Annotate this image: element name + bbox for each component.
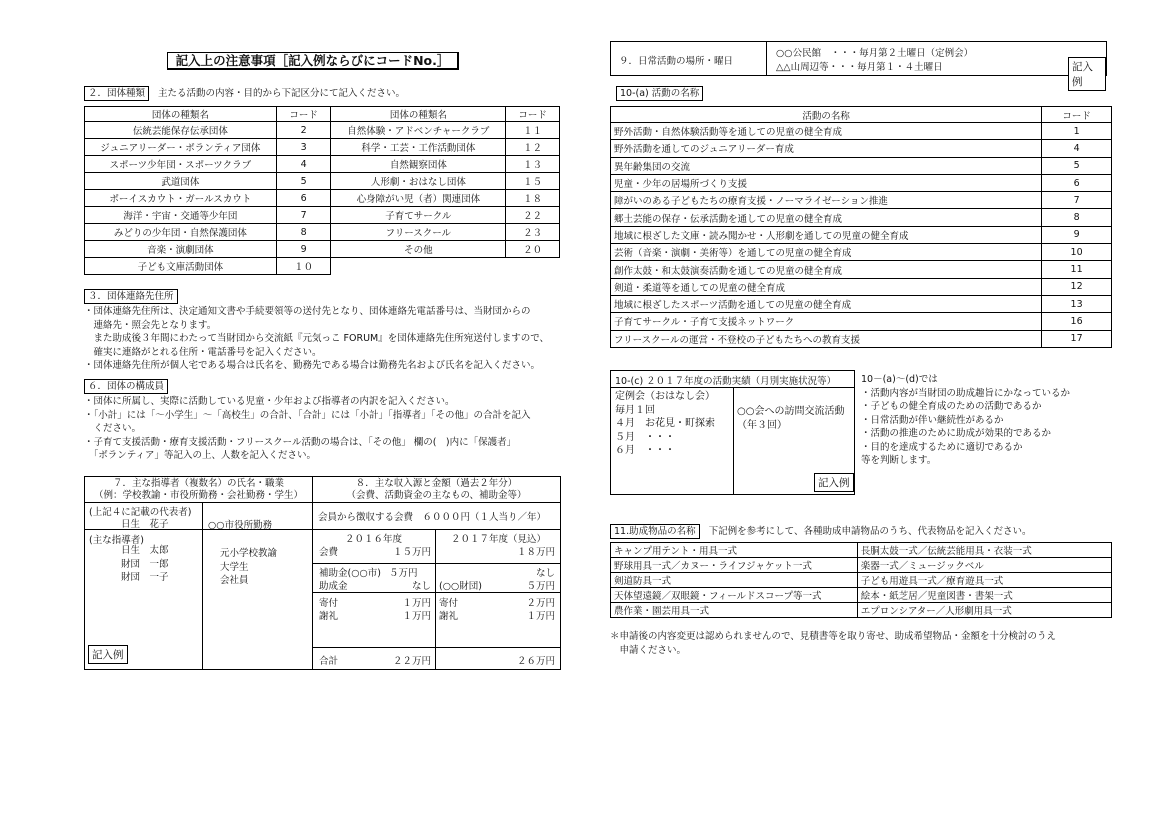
activity-code: 16 bbox=[1042, 313, 1112, 330]
table-cell: １５ bbox=[506, 173, 560, 190]
table-cell: ジュニアリーダー・ボランティア団体 bbox=[85, 139, 277, 156]
kaihi-2: １８万円 bbox=[516, 547, 555, 558]
activity-name-table bbox=[610, 106, 1112, 348]
s6-heading: ６．団体の構成員 bbox=[84, 379, 168, 394]
table-cell: 5 bbox=[276, 173, 331, 190]
activity-code: 6 bbox=[1042, 174, 1112, 191]
table-row bbox=[85, 139, 560, 156]
josei-right-label: (○○財団) bbox=[439, 581, 482, 592]
s10d-notes bbox=[861, 373, 1070, 468]
leader-job: 大学生 bbox=[220, 561, 249, 573]
table-row bbox=[85, 173, 560, 190]
table-cell: １０ bbox=[276, 258, 331, 275]
goods-item: エプロンシアター／人形劇用具一式 bbox=[857, 603, 1111, 618]
s11-footnote-1: ＊申請後の内容変更は認められませんので、見積書等を取り寄せ、助成希望物品・金額を十分検討のうえ bbox=[610, 631, 1057, 642]
activity-code: 7 bbox=[1042, 192, 1112, 209]
table-cell: １８ bbox=[506, 190, 560, 207]
activity-name: 創作太鼓・和太鼓演奏活動を通しての児童の健全育成 bbox=[611, 261, 1042, 278]
goods-item: キャンプ用テント・用具一式 bbox=[611, 543, 858, 558]
table-row bbox=[85, 122, 560, 139]
table-cell bbox=[331, 258, 506, 275]
s10d-line: ・子どもの健全育成のための活動であるか bbox=[861, 401, 1042, 412]
table-cell: 子育てサークル bbox=[331, 207, 506, 224]
s3-line: ・団体連絡先住所は、決定通知文書や手続要領等の送付先となり、団体連絡先電話番号は、当財団からの bbox=[84, 306, 531, 317]
rep-job: ○○市役所勤務 bbox=[208, 520, 273, 531]
s7-header-1: ７．主な指導者（複数名）の氏名・職業 bbox=[112, 478, 284, 489]
s3-section bbox=[84, 289, 549, 373]
table-cell: 4 bbox=[276, 156, 331, 173]
activity-code: 12 bbox=[1042, 278, 1112, 295]
s10c-right-line: （年３回） bbox=[737, 419, 787, 431]
s9-label: ９．日常活動の場所・曜日 bbox=[619, 56, 734, 67]
s6-section bbox=[84, 379, 531, 463]
table-cell: １３ bbox=[506, 156, 560, 173]
s9-line-1: ○○公民館 ・・・毎月第２土曜日（定例会） bbox=[776, 48, 974, 59]
table-cell: 伝統芸能保存伝承団体 bbox=[85, 122, 277, 139]
table-cell: 音楽・演劇団体 bbox=[85, 241, 277, 258]
goods-item: 農作業・園芸用具一式 bbox=[611, 603, 858, 618]
goods-item: 剣道防具一式 bbox=[611, 573, 858, 588]
col-header: 団体の種類名 bbox=[331, 107, 506, 122]
s11-footnote-2: 申請ください。 bbox=[610, 645, 687, 656]
table-row bbox=[611, 543, 1112, 558]
s11-heading: 11.助成物品の名称 bbox=[610, 524, 700, 539]
goods-item: 野球用具一式／カヌー・ライフジャケット一式 bbox=[611, 558, 858, 573]
s2-note: 主たる活動の内容・目的から下記区分にて記入ください。 bbox=[158, 88, 406, 99]
table-cell: ２２ bbox=[506, 207, 560, 224]
fee-text: 会員から徴収する会費 ６０００円（１人当り／年） bbox=[318, 512, 547, 523]
table-cell: フリースクール bbox=[331, 224, 506, 241]
activity-name: 芸術（音楽・演劇・美術等）を通しての児童の健全育成 bbox=[611, 244, 1042, 261]
table-cell: 6 bbox=[276, 190, 331, 207]
leader-name: 財団 一郎 bbox=[121, 558, 169, 570]
table-row bbox=[85, 258, 560, 275]
kifu-2: ２万円 bbox=[526, 598, 555, 609]
leader-name: 財団 一子 bbox=[121, 572, 169, 583]
kifu-2-label: 寄付 bbox=[439, 598, 459, 609]
table-row bbox=[611, 174, 1112, 191]
s6-line: ・団体に所属し、実際に活動している児童・少年および指導者の内訳を記入ください。 bbox=[84, 396, 455, 407]
col-header: 団体の種類名 bbox=[85, 107, 277, 122]
table-row bbox=[85, 156, 560, 173]
sharei-2-label: 謝礼 bbox=[439, 611, 459, 622]
rep-name: 日生 花子 bbox=[121, 519, 169, 530]
s11-heading-row bbox=[610, 523, 1031, 539]
table-row bbox=[611, 244, 1112, 261]
s11-note: 下記例を参考にして、各種助成申請物品のうち、代表物品を記入ください。 bbox=[708, 526, 1032, 537]
total-1: ２２万円 bbox=[392, 656, 431, 667]
hojo-right: なし bbox=[535, 568, 555, 579]
s10c-left-line: 定例会（おはなし会） bbox=[615, 391, 715, 402]
page-title: 記入上の注意事項［記入例ならびにコードNo.］ bbox=[167, 52, 459, 70]
table-cell: ２０ bbox=[506, 241, 560, 258]
table-row bbox=[611, 573, 1112, 588]
activity-code: 17 bbox=[1042, 330, 1112, 347]
table-cell: 海洋・宇宙・交通等少年団 bbox=[85, 207, 277, 224]
table-cell: 8 bbox=[276, 224, 331, 241]
total-2: ２６万円 bbox=[516, 656, 555, 667]
table-row bbox=[85, 190, 560, 207]
table-cell: 2 bbox=[276, 122, 331, 139]
s8-header-2: （会費、活動資金の主なもの、補助金等） bbox=[346, 490, 527, 501]
activity-name: 郷土芸能の保存・伝承活動を通しての児童の健全育成 bbox=[611, 209, 1042, 226]
rep-label: (上記４に記載の代表者) bbox=[89, 507, 192, 518]
kifu-label: 寄付 bbox=[319, 598, 339, 609]
s6-line: ・子育て支援活動・療育支援活動・フリースクール活動の場合は、「その他」 欄の( )内に「保護者」 bbox=[84, 436, 517, 448]
table-cell: 科学・工芸・工作活動団体 bbox=[331, 139, 506, 156]
table-row bbox=[611, 192, 1112, 209]
table-cell: 武道団体 bbox=[85, 173, 277, 190]
goods-item: 子ども用遊具一式／療育遊具一式 bbox=[857, 573, 1111, 588]
s9-line-2: △△山周辺等・・・毎月第１・４土曜日 bbox=[776, 62, 943, 73]
col-header: コード bbox=[506, 107, 560, 122]
josei-left: なし bbox=[411, 581, 431, 592]
activity-name: 野外活動を通してのジュニアリーダー育成 bbox=[611, 140, 1042, 157]
table-cell bbox=[506, 258, 560, 275]
activity-name: 地域に根ざしたスポーツ活動を通しての児童の健全育成 bbox=[611, 295, 1042, 312]
col-header: コード bbox=[276, 107, 331, 122]
kifu-1: １万円 bbox=[402, 598, 431, 609]
leader-name: 日生 太郎 bbox=[121, 545, 169, 556]
s10d-line: ・活動内容が当財団の助成趣旨にかなっているか bbox=[861, 387, 1071, 399]
activity-code: 13 bbox=[1042, 295, 1112, 312]
col-header: 活動の名称 bbox=[611, 107, 1042, 123]
table-cell: 自然観察団体 bbox=[331, 156, 506, 173]
s6-line: ・「小計」には「～小学生」～「高校生」の合計、「合計」には「小計」「指導者」「その他」の合計を記入 bbox=[84, 409, 531, 421]
table-cell: 心身障がい児（者）関連団体 bbox=[331, 190, 506, 207]
table-cell: １１ bbox=[506, 122, 560, 139]
kaihi-label: 会費 bbox=[319, 547, 339, 558]
table-row bbox=[611, 278, 1112, 295]
s3-line: また助成後３年間にわたって当財団から交流紙『元気っこ FORUM』を団体連絡先住所宛送付しますので、 bbox=[84, 333, 550, 344]
josei-right-val: ５万円 bbox=[526, 581, 555, 592]
hojo-val: ５万円 bbox=[389, 568, 418, 579]
year-1: ２０１６年度 bbox=[345, 534, 403, 545]
table-row bbox=[85, 224, 560, 241]
activity-code: 9 bbox=[1042, 226, 1112, 243]
s10c-left-line: 毎月１回 bbox=[615, 404, 655, 416]
goods-item: 天体望遠鏡／双眼鏡・フィールドスコープ等一式 bbox=[611, 588, 858, 603]
goods-table bbox=[610, 542, 1112, 618]
s10d-line: 等を判断します。 bbox=[861, 455, 937, 466]
goods-item: 絵本・紙芝居／児童図書・書架一式 bbox=[857, 588, 1111, 603]
s10c-sample-tag: 記入例 bbox=[814, 473, 854, 492]
s3-line: 連絡先・照会先となります。 bbox=[84, 319, 217, 331]
table-cell: その他 bbox=[331, 241, 506, 258]
activity-code: 10 bbox=[1042, 244, 1112, 261]
s7-s8-box bbox=[84, 476, 561, 670]
table-cell: 9 bbox=[276, 241, 331, 258]
activity-code: 11 bbox=[1042, 261, 1112, 278]
activity-name: 児童・少年の居場所づくり支援 bbox=[611, 174, 1042, 191]
table-row bbox=[611, 588, 1112, 603]
table-cell: １２ bbox=[506, 139, 560, 156]
s3-heading: ３．団体連絡先住所 bbox=[84, 289, 178, 304]
table-cell: みどりの少年団・自然保護団体 bbox=[85, 224, 277, 241]
s9-box bbox=[610, 41, 1107, 88]
s10c-box bbox=[610, 370, 855, 495]
s2-heading: ２．団体種類 bbox=[84, 86, 149, 101]
table-cell: スポーツ少年団・スポーツクラブ bbox=[85, 156, 277, 173]
s10c-left-line: ５月 ・・・ bbox=[615, 431, 675, 443]
table-row bbox=[85, 207, 560, 224]
activity-code: 8 bbox=[1042, 209, 1112, 226]
table-row bbox=[611, 558, 1112, 573]
s10d-line: 10－(a)～(d)では bbox=[861, 374, 938, 385]
activity-name: 剣道・柔道等を通しての児童の健全育成 bbox=[611, 278, 1042, 295]
total-label: 合計 bbox=[319, 656, 339, 667]
kaihi-1: １５万円 bbox=[392, 547, 431, 558]
activity-code: 4 bbox=[1042, 140, 1112, 157]
s6-line: 「ボランティア」等記入の上、人数を記入ください。 bbox=[84, 450, 316, 461]
table-row bbox=[85, 241, 560, 258]
s10a-heading: 10-(a) 活動の名称 bbox=[616, 86, 703, 101]
table-row bbox=[611, 226, 1112, 243]
leaders-label: (主な指導者) bbox=[89, 535, 144, 546]
activity-code: 5 bbox=[1042, 157, 1112, 174]
s10a-heading-row bbox=[616, 86, 703, 101]
leader-job: 会社員 bbox=[220, 575, 249, 586]
activity-name: 子育てサークル・子育て支援ネットワーク bbox=[611, 313, 1042, 330]
table-cell: 子ども文庫活動団体 bbox=[85, 258, 277, 275]
table-row bbox=[611, 330, 1112, 347]
table-row bbox=[611, 209, 1112, 226]
table-row bbox=[611, 123, 1112, 140]
table-cell: 3 bbox=[276, 139, 331, 156]
activity-name: 野外活動・自然体験活動等を通しての児童の健全育成 bbox=[611, 123, 1042, 140]
table-row bbox=[611, 261, 1112, 278]
s10c-right-line: ○○会への訪問交流活動 bbox=[737, 406, 845, 417]
s10d-line: ・日常活動が伴い継続性があるか bbox=[861, 414, 1004, 426]
hojo-label: 補助金(○○市) bbox=[319, 568, 381, 579]
year-2: ２０１７年度（見込） bbox=[451, 534, 547, 545]
josei-label: 助成金 bbox=[319, 581, 348, 592]
leader-job: 元小学校教諭 bbox=[220, 548, 278, 559]
table-row bbox=[611, 295, 1112, 312]
col-header: コード bbox=[1042, 107, 1112, 123]
s10c-left-line: ４月 お花見・町探索 bbox=[615, 418, 715, 429]
s2-heading-row bbox=[84, 85, 405, 101]
s10c-heading: 10-(c) ２０１７年度の活動実績（月別実施状況等） bbox=[615, 376, 837, 387]
activity-name: フリースクールの運営・不登校の子どもたちへの教育支援 bbox=[611, 330, 1042, 347]
activity-code: 1 bbox=[1042, 123, 1112, 140]
table-cell: 人形劇・おはなし団体 bbox=[331, 173, 506, 190]
s9-sample-tag: 記入例 bbox=[1068, 57, 1106, 91]
activity-name: 異年齢集団の交流 bbox=[611, 157, 1042, 174]
s3-line: 確実に連絡がとれる住所・電話番号を記入ください。 bbox=[84, 346, 322, 358]
table-row bbox=[611, 140, 1112, 157]
s10c-left-line: ６月 ・・・ bbox=[615, 445, 675, 456]
table-row bbox=[611, 603, 1112, 618]
goods-item: 長胴太鼓一式／伝統芸能用具・衣装一式 bbox=[857, 543, 1111, 558]
s7-sample-tag: 記入例 bbox=[88, 645, 128, 664]
table-row bbox=[611, 157, 1112, 174]
sharei-1: １万円 bbox=[402, 611, 431, 622]
table-row bbox=[611, 313, 1112, 330]
s3-line: ・団体連絡先住所が個人宅である場合は氏名を、勤務先である場合は勤務先名および氏名を記入ください。 bbox=[84, 360, 541, 371]
activity-name: 障がいのある子どもたちの療育支援・ノーマライゼーション推進 bbox=[611, 192, 1042, 209]
s10d-line: ・目的を達成するために適切であるか bbox=[861, 441, 1023, 453]
table-cell: 7 bbox=[276, 207, 331, 224]
goods-item: 楽器一式／ミュージックベル bbox=[857, 558, 1111, 573]
table-cell: 自然体験・アドベンチャークラブ bbox=[331, 122, 506, 139]
s8-header-1: ８．主な収入源と金額（過去２年分） bbox=[355, 478, 518, 489]
s10d-line: ・活動の推進のために助成が効果的であるか bbox=[861, 428, 1052, 439]
group-type-table bbox=[84, 106, 560, 275]
sharei-2: １万円 bbox=[526, 611, 555, 622]
s7-header-2: （例：学校教諭・市役所勤務・会社勤務・学生） bbox=[93, 490, 303, 501]
s6-line: ください。 bbox=[84, 423, 142, 434]
table-cell: ２３ bbox=[506, 224, 560, 241]
table-cell: ボーイスカウト・ガールスカウト bbox=[85, 190, 277, 207]
activity-name: 地域に根ざした文庫・読み聞かせ・人形劇を通しての児童の健全育成 bbox=[611, 226, 1042, 243]
sharei-label: 謝礼 bbox=[319, 611, 339, 622]
